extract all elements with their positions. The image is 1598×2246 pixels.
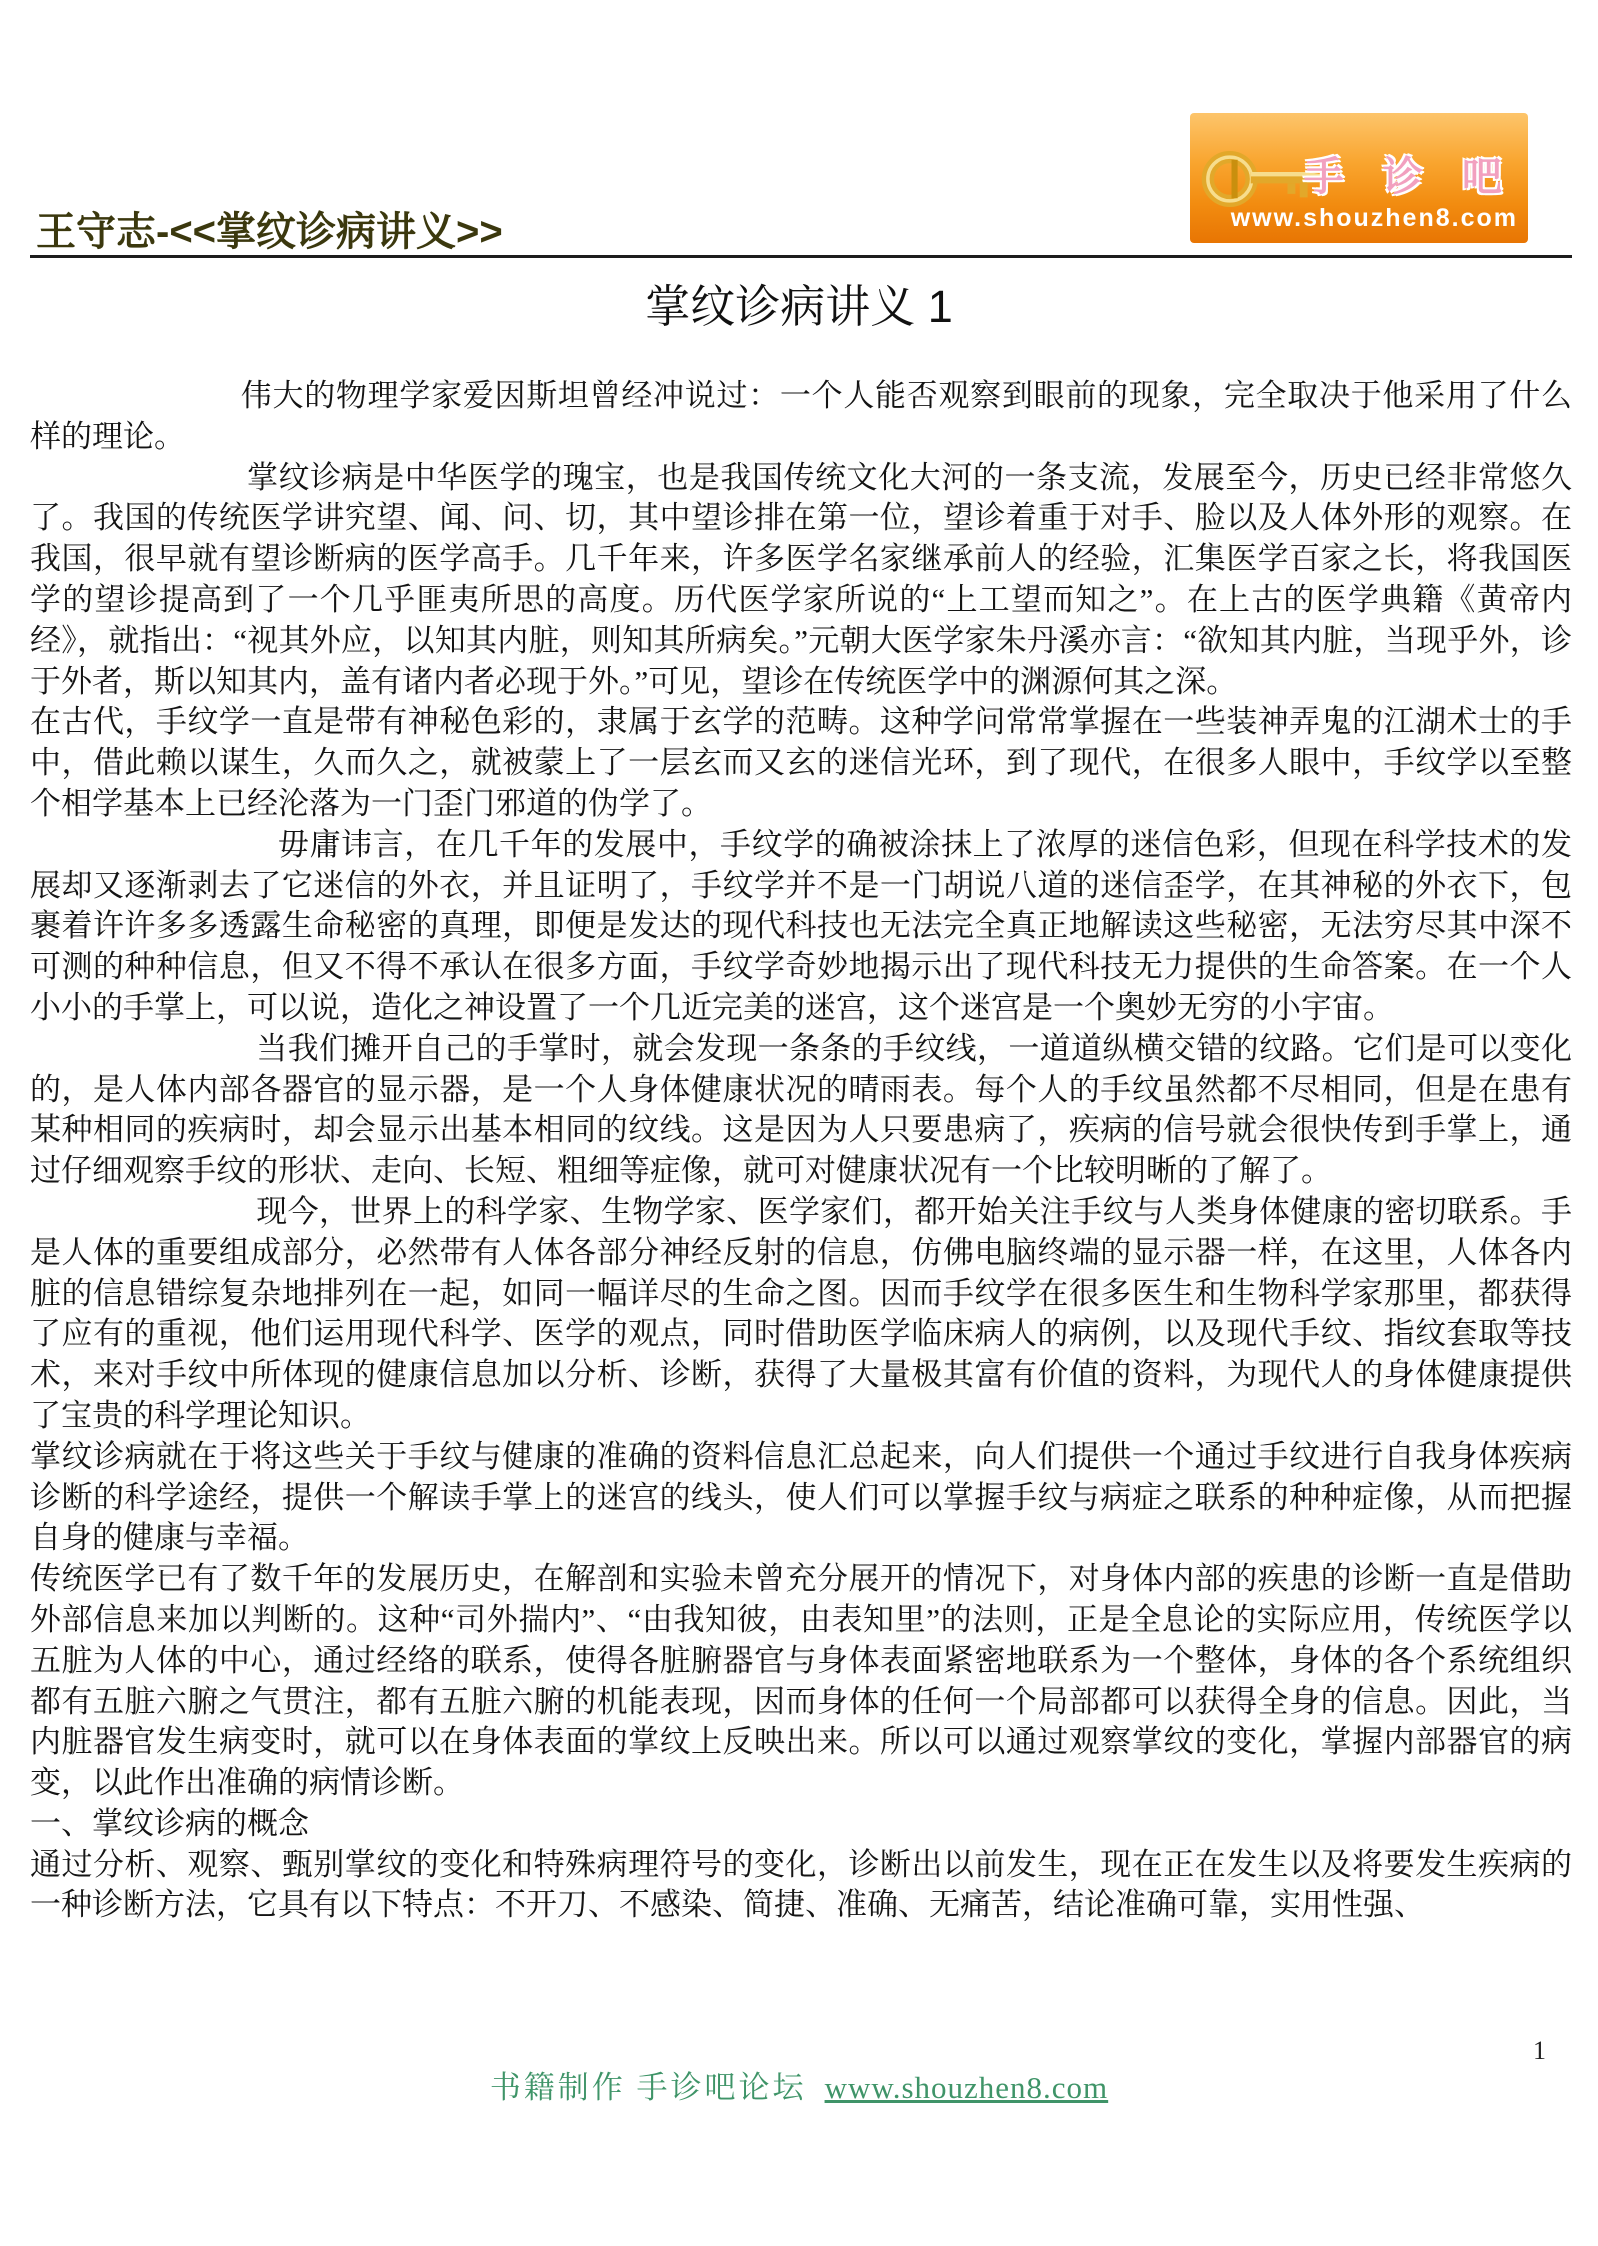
body-paragraph: 当我们摊开自己的手掌时，就会发现一条条的手纹线，一道道纵横交错的纹路。它们是可以变化的，是人体内部各器官的显示器，是一个人身体健康状况的晴雨表。每个人的手纹虽然都不尽相同，但是在患有某种相同的疾病时，却会显示出基本相同的纹线。这是因为人只要患病了，疾病的信号就会很快传到手掌上，通过仔细观察手纹的形状、走向、长短、粗细等症像，就可对健康状况有一个比较明晰的了解了。 bbox=[30, 1030, 1572, 1189]
body-paragraph: 一、掌纹诊病的概念 bbox=[30, 1805, 309, 1841]
footer-credit: 书籍制作 手诊吧论坛 bbox=[489, 2070, 807, 2105]
page-number: 1 bbox=[1533, 2036, 1546, 2065]
footer-link[interactable]: www.shouzhen8.com bbox=[824, 2070, 1109, 2105]
footer bbox=[0, 2062, 1598, 2107]
body-paragraph: 传统医学已有了数千年的发展历史，在解剖和实验未曾充分展开的情况下，对身体内部的疾患的诊断一直是借助外部信息来加以判断的。这种“司外揣内”、“由我知彼，由表知里”的法则，正是全息论的实际应用，传统医学以五脏为人体的中心，通过经络的联系，使得各脏腑器官与身体表面紧密地联系为一个整体，身体的各个系统组织都有五脏六腑之气贯注，都有五脏六腑的机能表现，因而身体的任何一个局部都可以获得全身的信息。因此，当内脏器官发生病变时，就可以在身体表面的掌纹上反映出来。所以可以通过观察掌纹的变化，掌握内部器官的病变，以此作出准确的病情诊断。 bbox=[30, 1561, 1572, 1801]
document-header-label: 王守志-<<掌纹诊病讲义>> bbox=[36, 210, 503, 254]
body-paragraph: 现今，世界上的科学家、生物学家、医学家们，都开始关注手纹与人类身体健康的密切联系。手是人体的重要组成部分，必然带有人体各部分神经反射的信息，仿佛电脑终端的显示器一样，在这里，人体各内脏的信息错综复杂地排列在一起，如同一幅详尽的生命之图。因而手纹学在很多医生和生物科学家那里，都获得了应有的重视，他们运用现代科学、医学的观点，同时借助医学临床病人的病例，以及现代手纹、指纹套取等技术，来对手纹中所体现的健康信息加以分析、诊断，获得了大量极其富有价值的资料，为现代人的身体健康提供了宝贵的科学理论知识。 bbox=[30, 1193, 1572, 1433]
body-paragraph: 掌纹诊病就在于将这些关于手纹与健康的准确的资料信息汇总起来，向人们提供一个通过手纹进行自我身体疾病诊断的科学途经，提供一个解读手掌上的迷宫的线头，使人们可以掌握手纹与病症之联系的种种症像，从而把握自身的健康与幸福。 bbox=[30, 1438, 1572, 1556]
body-paragraph: 掌纹诊病是中华医学的瑰宝，也是我国传统文化大河的一条支流，发展至今，历史已经非常悠久了。我国的传统医学讲究望、闻、问、切，其中望诊排在第一位，望诊着重于对手、脸以及人体外形的观察。在我国，很早就有望诊断病的医学高手。几千年来，许多医学名家继承前人的经验，汇集医学百家之长，将我国医学的望诊提高到了一个几乎匪夷所思的高度。历代医学家所说的“上工望而知之”。在上古的医学典籍《黄帝内经》，就指出：“视其外应，以知其内脏，则知其所病矣。”元朝大医学家朱丹溪亦言：“欲知其内脏，当现乎外，诊于外者，斯以知其内，盖有诸内者必现于外。”可见，望诊在传统医学中的渊源何其之深。 bbox=[30, 459, 1572, 699]
site-name: 手 诊 吧 bbox=[1303, 155, 1516, 199]
body-paragraph: 通过分析、观察、甄别掌纹的变化和特殊病理符号的变化，诊断出以前发生，现在正在发生以及将要发生疾病的一种诊断方法，它具有以下特点：不开刀、不感染、简捷、准确、无痛苦，结论准确可靠，实用性强、 bbox=[30, 1846, 1572, 1923]
body-paragraph: 伟大的物理学家爱因斯坦曾经冲说过：一个人能否观察到眼前的现象，完全取决于他采用了什么样的理论。 bbox=[30, 378, 1572, 454]
site-logo-banner bbox=[1190, 113, 1528, 243]
site-url: www.shouzhen8.com bbox=[1230, 204, 1518, 232]
body-paragraph: 在古代，手纹学一直是带有神秘色彩的，隶属于玄学的范畴。这种学问常常掌握在一些装神弄鬼的江湖术士的手中，借此赖以谋生，久而久之，就被蒙上了一层玄而又玄的迷信光环，到了现代，在很多人眼中，手纹学以至整个相学基本上已经沦落为一门歪门邪道的伪学了。 bbox=[30, 704, 1572, 821]
page-title: 掌纹诊病讲义 1 bbox=[645, 281, 953, 332]
body-paragraph: 毋庸讳言，在几千年的发展中，手纹学的确被涂抹上了浓厚的迷信色彩，但现在科学技术的发展却又逐渐剥去了它迷信的外衣，并且证明了，手纹学并不是一门胡说八道的迷信歪学，在其神秘的外衣下，包裹着许许多多透露生命秘密的真理，即便是发达的现代科技也无法完全真正地解读这些秘密，无法穷尽其中深不可测的种种信息，但又不得不承认在很多方面，手纹学奇妙地揭示出了现代科技无力提供的生命答案。在一个人小小的手掌上，可以说，造化之神设置了一个几近完美的迷宫，这个迷宫是一个奥妙无穷的小宇宙。 bbox=[30, 826, 1572, 1025]
document-body bbox=[30, 376, 1572, 1926]
header-divider bbox=[30, 255, 1572, 258]
